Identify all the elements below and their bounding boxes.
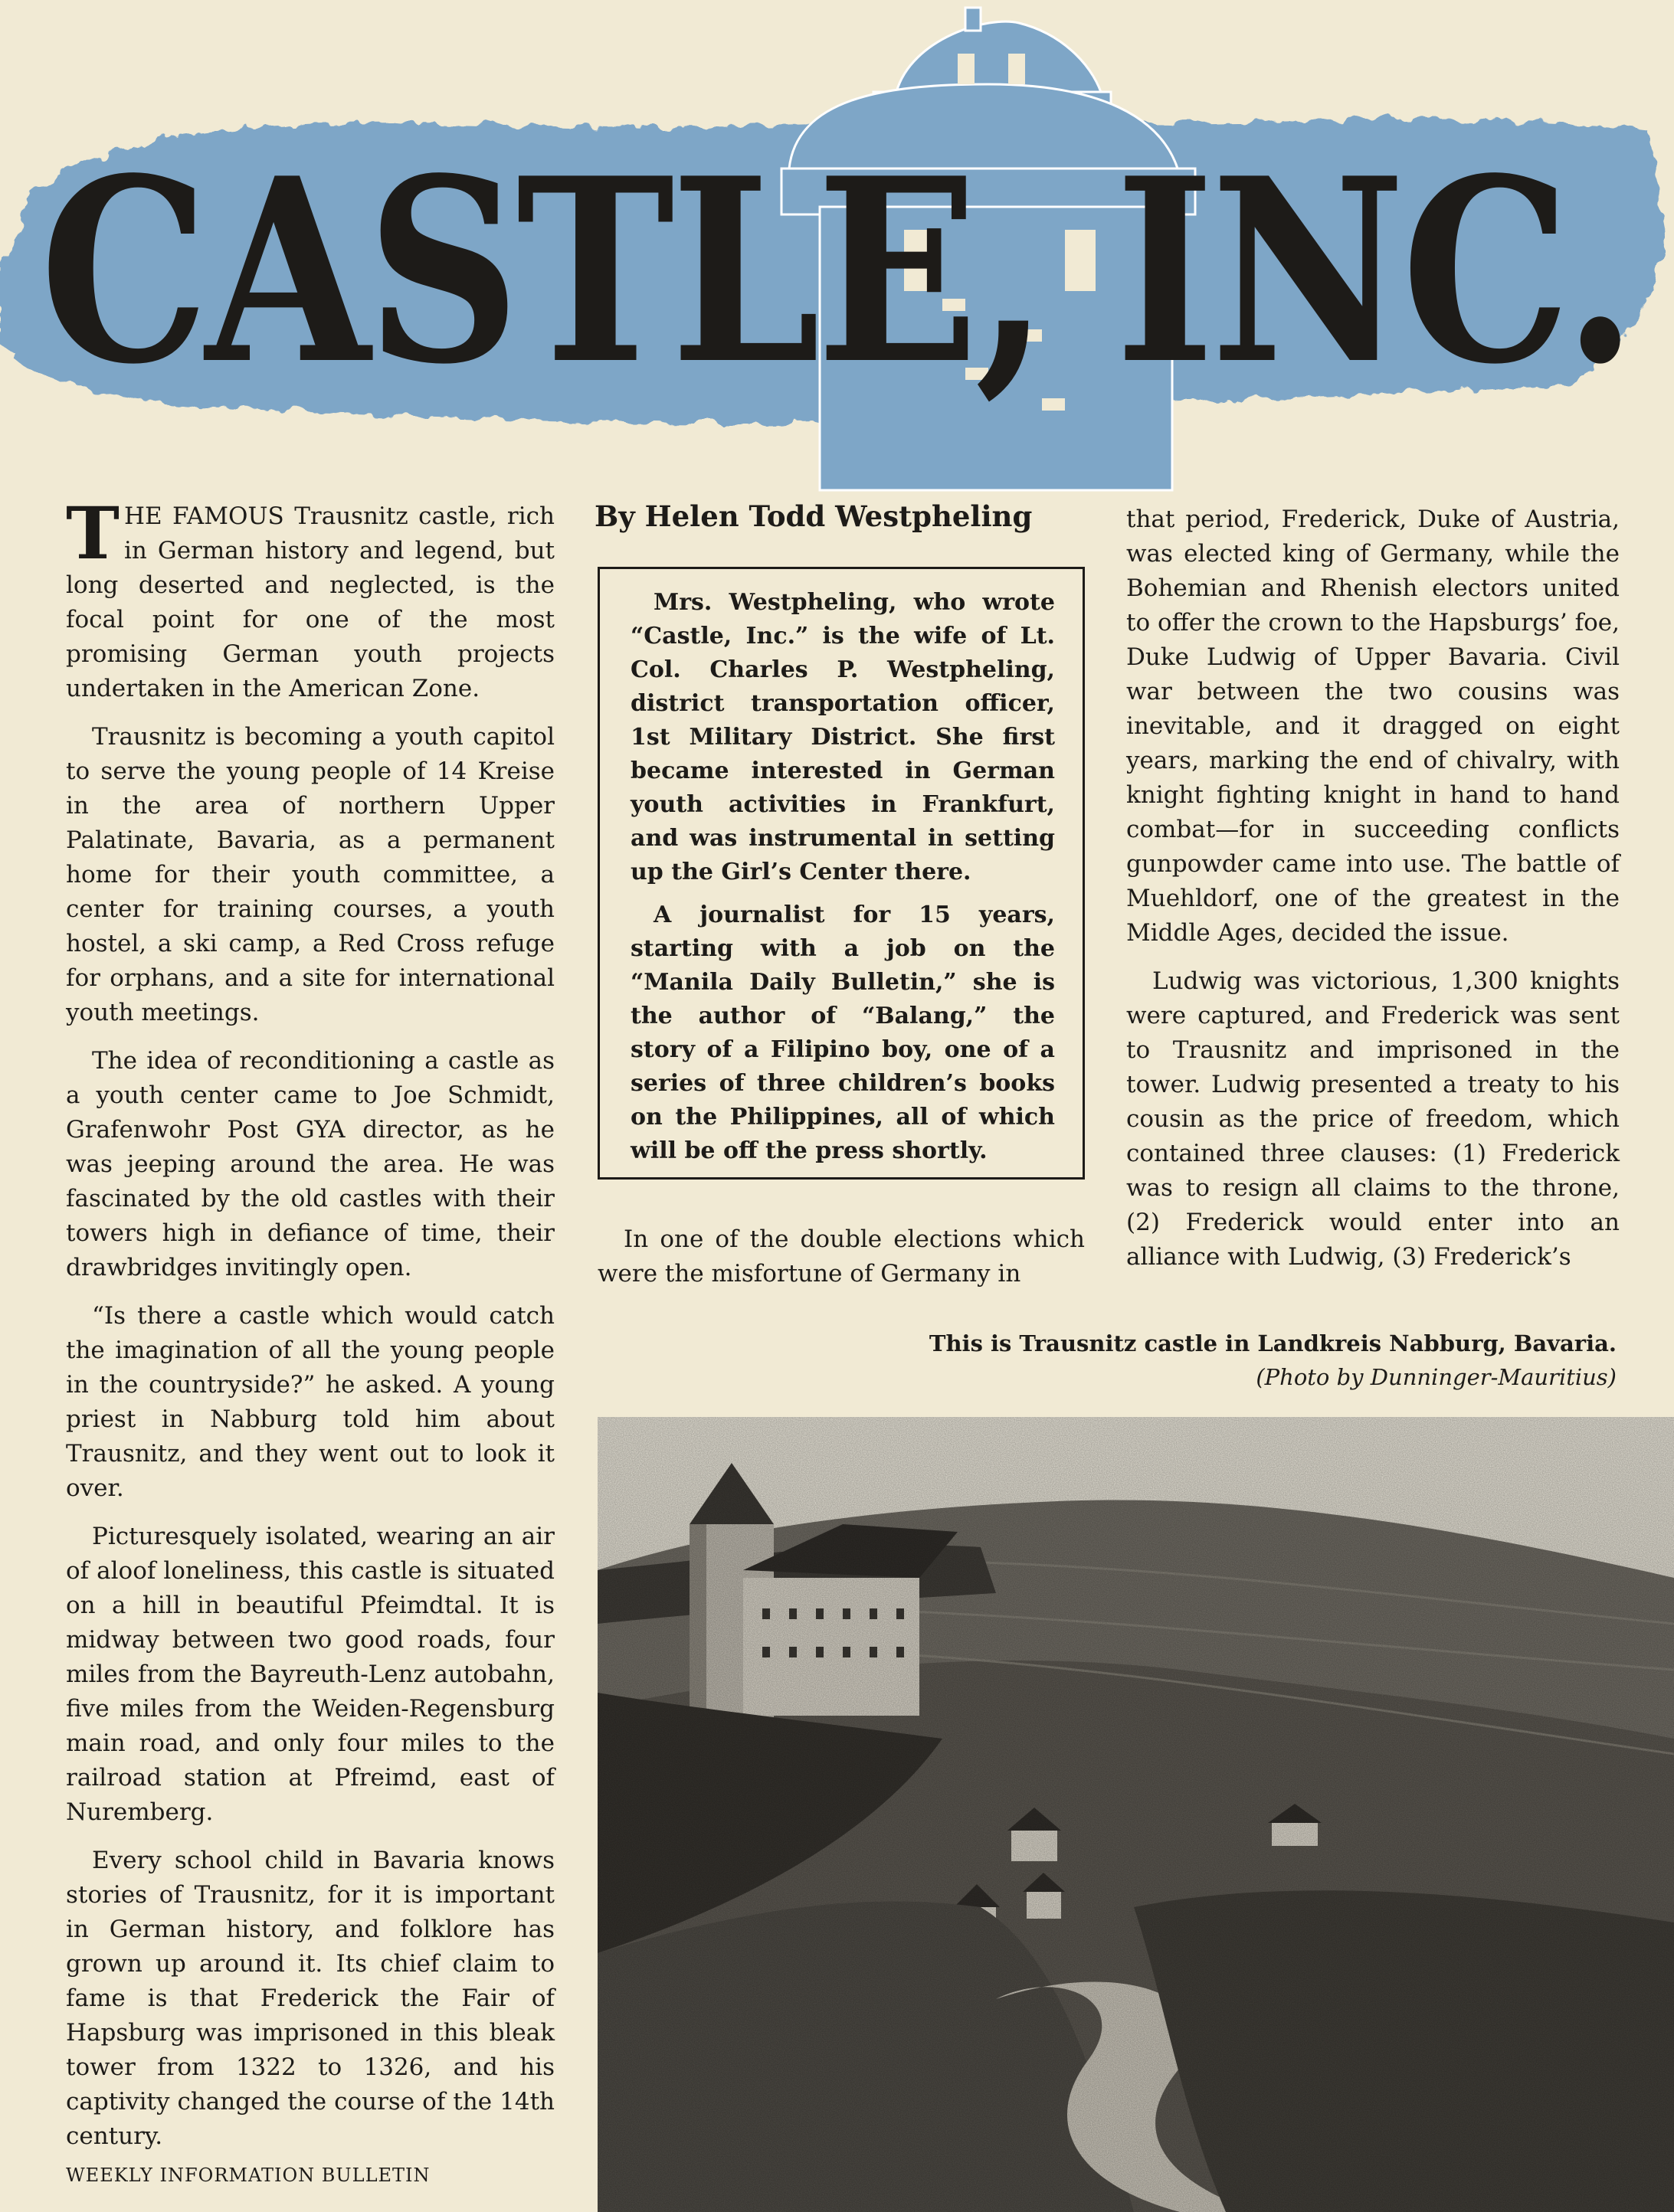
article-column-3 [1126,502,1620,1288]
article-paragraph: Every school child in Bavaria knows stories of Trausnitz, for it is important in German history, and folklore has grown up around it. Its chief claim to fame is that Frederick the Fair of Hapsburg was imprisoned in this bleak tower from 1322 to 1326, and his captivity changed the course of the 14th century. [66,1847,555,2150]
article-paragraph: “Is there a castle which would catch the imagination of all the young people in the countryside?” he asked. A young priest in Nabburg told him about Trausnitz, and they went out to look it over. [66,1302,555,1502]
article-column-2 [598,1222,1085,1305]
article-paragraph: In one of the double elections which were the misfortune of Germany in [598,1225,1085,1288]
author-bio-box [598,567,1085,1180]
bio-paragraph: Mrs. Westpheling, who wrote “Castle, Inc.” is the wife of Lt. Col. Charles P. Westpheling, district transportation officer, 1st Military District. She first became interested in German youth activities in Frankfurt, and was instrumental in setting up the Girl’s Center there. [631,589,1055,885]
caption-text: This is Trausnitz castle in Landkreis Nabburg, Bavaria. [929,1330,1617,1356]
article-paragraph: Picturesquely isolated, wearing an air of aloof loneliness, this castle is situated on a hill in beautiful Pfeimdtal. It is midway between two good roads, four miles from the Bayreuth-Lenz autobahn, five miles from the Weiden-Regensburg main road, and only four miles to the railroad station at Pfreimd, east of Nuremberg. [66,1523,555,1826]
photo-caption [812,1327,1617,1394]
drop-cap: T [66,492,120,576]
article-column-1 [66,492,555,2168]
publication-footer: WEEKLY INFORMATION BULLETIN [66,2165,431,2186]
castle-photo [598,1417,1674,2212]
banner-title: CASTLE, INC. [40,123,1633,420]
article-paragraph: THE FAMOUS Trausnitz castle, rich in German history and legend, but long deserted and neglected, is the focal point for one of the most promising German youth projects undertaken in the American Zone. [66,492,555,702]
article-paragraph: Ludwig was victorious, 1,300 knights were captured, and Frederick was sent to Trausnitz and imprisoned in the tower. Ludwig presented a treaty to his cousin as the price of freedom, which contained three clauses: (1) Frederick was to resign all claims to the throne, (2) Frederick would enter into an alliance with Ludwig, (3) Frederick’s [1126,967,1620,1271]
title-banner [0,0,1674,506]
bio-paragraph: A journalist for 15 years, starting with a job on the “Manila Daily Bulletin,” she is the author of “Balang,” the story of a Filipino boy, one of a series of three children’s books on the Philippines, all of which will be off the press shortly. [631,901,1055,1164]
article-paragraph: Trausnitz is becoming a youth capitol to serve the young people of 14 Kreise in the area of northern Upper Palatinate, Bavaria, as a permanent home for their youth committee, a center for training courses, a youth hostel, a ski camp, a Red Cross refuge for orphans, and a site for international youth meetings. [66,723,555,1026]
article-paragraph: that period, Frederick, Duke of Austria, was elected king of Germany, while the Bohemian and Rhenish electors united to offer the crown to the Hapsburgs’ foe, Duke Ludwig of Upper Bavaria. Civil war between the two cousins was inevitable, and it dragged on eight years, marking the end of chivalry, with knight fighting knight in hand to hand combat—for in succeeding conflicts gunpowder came into use. The battle of Muehldorf, one of the greatest in the Middle Ages, decided the issue. [1126,506,1620,947]
photo-credit: (Photo by Dunninger-Mauritius) [1256,1364,1617,1390]
article-paragraph: The idea of reconditioning a castle as a youth center came to Joe Schmidt, Grafenwohr Post GYA director, as he was jeeping around the area. He was fascinated by the old castles with their towers high in defiance of time, their drawbridges invitingly open. [66,1047,555,1281]
byline: By Helen Todd Westpheling [595,499,1033,533]
